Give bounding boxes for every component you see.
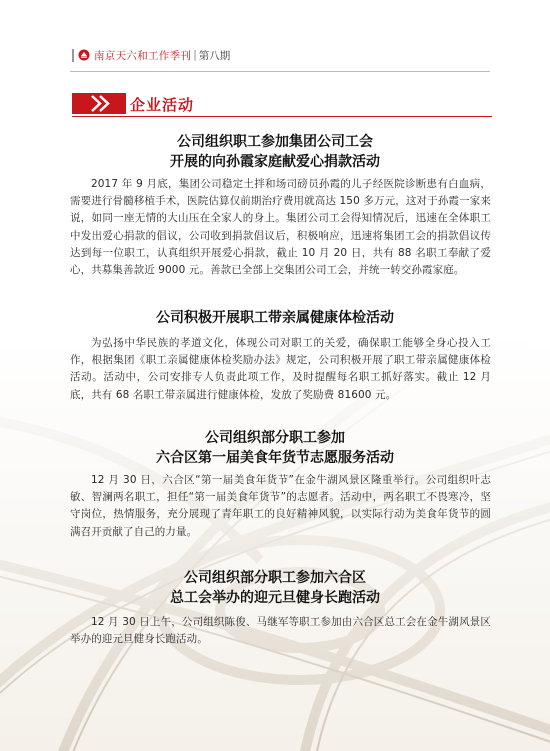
header-bar	[72, 49, 74, 62]
article-1-title-line2: 开展的向孙霞家庭献爱心捐款活动	[170, 154, 380, 170]
article-1-body: 2017 年 9 月底，集团公司稳定土拌和场司磅员孙霞的儿子经医院诊断患有白血病，需要进行骨髓移植手术，医院估算仅前期治疗费用就高达 150 多万元，这对于孙霞一家来说，如同一座无情的大山压在全家人的身上。集团公司工会得知情况后，迅速在全体职工中发出爱心捐款的倡议，公司收到捐款倡议后，积极响应，迅速将集团工会的捐款倡议传达到每一位职工，认真组织开展爱心捐款，截止 10 月 20 日，共有 88 名职工奉献了爱心，共募集善款近 9000 元。善款已全部上交集团公司工会，并统一转交孙霞家庭。	[70, 178, 491, 277]
article-3-title	[65, 428, 485, 468]
publication-name: 南京天六和工作季刊	[94, 49, 192, 62]
section-heading	[72, 93, 212, 114]
running-header	[72, 47, 230, 63]
company-logo-icon	[78, 49, 90, 61]
section-title: 企业活动	[130, 96, 195, 114]
article-3-body: 12 月 30 日，六合区“第一届美食年货节”在金牛湖风景区隆重举行。公司组织叶志敏、智澜两名职工，担任“第一届美食年货节”的志愿者。活动中，两名职工不畏寒冷，坚守岗位，热情服务，充分展现了青年职工的良好精神风貌，以实际行动为美食年货节的圆满召开贡献了自己的力量。	[70, 474, 491, 538]
article-3-title-line1: 公司组织部分职工参加	[205, 430, 345, 446]
article-4-title	[65, 568, 485, 608]
article-2-title	[65, 308, 485, 328]
header-rule	[70, 71, 490, 72]
article-2-title-line1: 公司积极开展职工带亲属健康体检活动	[156, 310, 394, 326]
section-chevron-icon	[72, 93, 126, 114]
section-underline	[72, 116, 492, 117]
article-3-title-line2: 六合区第一届美食年货节志愿服务活动	[156, 450, 394, 466]
article-4-body: 12 月 30 日上午，公司组织陈俊、马继军等职工参加由六合区总工会在金牛湖风景区举办的迎元旦健身长跑活动。	[70, 616, 491, 646]
article-2-body: 为弘扬中华民族的孝道文化，体现公司对职工的关爱，确保职工能够全身心投入工作，根据集团《职工亲属健康体检奖励办法》规定，公司积极开展了职工带亲属健康体检活动。活动中，公司安排专人负责此项工作，及时提醒每名职工抓好落实。截止 12 月底，共有 68 名职工带亲属进行健康体检，发放了奖励费 81600 元。	[70, 337, 491, 401]
issue-number: 第八期	[198, 49, 231, 62]
article-1-title	[65, 132, 485, 172]
header-separator: |	[193, 49, 197, 61]
article-1-title-line1: 公司组织职工参加集团公司工会	[177, 134, 373, 150]
article-4-title-line2: 总工会举办的迎元旦健身长跑活动	[170, 590, 380, 606]
article-4-title-line1: 公司组织部分职工参加六合区	[184, 570, 366, 586]
